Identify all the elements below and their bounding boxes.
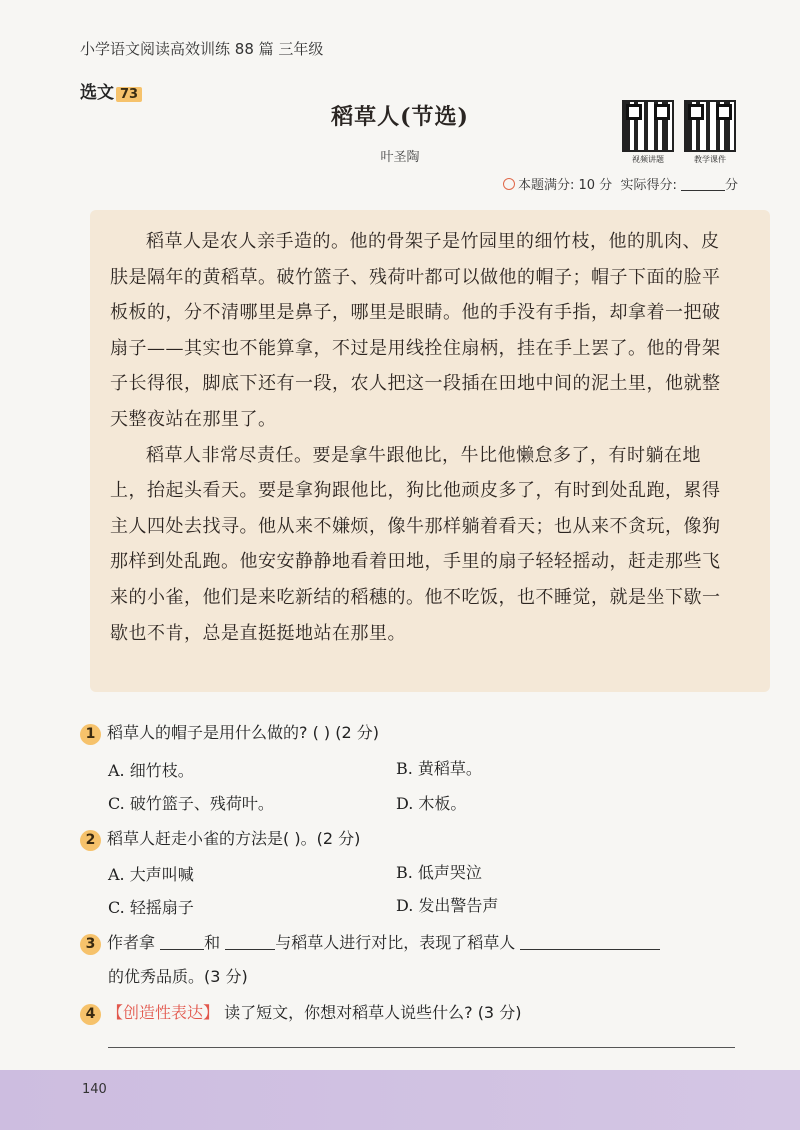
passage-paragraph: 稻草人是农人亲手造的。他的骨架子是竹园里的细竹枝，他的肌肉、皮肤是隔年的黄稻草。破竹篮子、残荷叶都可以做他的帽子；帽子下面的脸平板板的，分不清哪里是鼻子，哪里是眼睛。他的手没有手指，却拿着一把破扇子——其实也不能算拿，不过是用线拴住扇柄，挂在手上罢了。他的骨架子长得很，脚底下还有一段，农人把这一段插在田地中间的泥土里，他就整天整夜站在那里了。 — [110, 231, 721, 430]
question-number: 1 — [80, 724, 101, 745]
question-text: 读了短文，你想对稻草人说些什么? (3 分) — [224, 1003, 522, 1022]
full-score: 本题满分: 10 分 — [518, 178, 613, 193]
question-number: 3 — [80, 934, 101, 955]
passage-paragraph: 稻草人非常尽责任。要是拿牛跟他比，牛比他懒怠多了，有时躺在地上，抬起头看天。要是拿狗跟他比，狗比他顽皮多了，有时到处乱跑，累得主人四处去找寻。他从来不嫌烦，像牛那样躺着看天；也从来不贪玩，像狗那样到处乱跑。他安安静静地看着田地，手里的扇子轻轻摇动，赶走那些飞来的小雀，他们是来吃新结的稻穗的。他不吃饭，也不睡觉，就是坐下歇一歇也不肯，总是直挺挺地站在那里。 — [110, 444, 721, 644]
question-text: 稻草人赶走小雀的方法是( )。(2 分) — [107, 829, 361, 848]
question-text-part: 和 — [204, 933, 221, 952]
answer-blank[interactable] — [520, 935, 660, 950]
passage-tag-number: 73 — [116, 87, 142, 102]
clock-icon — [503, 178, 515, 190]
passage-tag-label: 选文 — [80, 83, 114, 103]
question-text: 稻草人的帽子是用什么做的? ( ) (2 分) — [107, 723, 379, 742]
option-d[interactable]: D. 发出警告声 — [396, 896, 499, 915]
qr-video[interactable] — [622, 100, 674, 165]
article-author: 叶圣陶 — [380, 150, 420, 165]
qr-code-icon — [684, 100, 736, 152]
footer-band — [0, 1070, 800, 1130]
actual-score-label: 实际得分: — [620, 178, 677, 193]
question-text-part: 与稻草人进行对比，表现了稻草人 — [275, 933, 516, 952]
article-title: 稻草人(节选) — [331, 104, 469, 130]
option-b[interactable]: B. 黄稻草。 — [396, 759, 482, 778]
qr-courseware[interactable] — [684, 100, 736, 165]
question-1 — [80, 720, 379, 745]
question-4 — [80, 1000, 521, 1025]
option-a[interactable]: A. 细竹枝。 — [108, 761, 194, 780]
qr-caption: 教学课件 — [694, 155, 726, 164]
question-3-line2: 的优秀品质。(3 分) — [108, 967, 248, 986]
option-c[interactable]: C. 破竹篮子、残荷叶。 — [108, 794, 274, 813]
actual-score-blank[interactable] — [681, 178, 725, 191]
qr-caption: 视频讲题 — [632, 155, 664, 164]
page-number: 140 — [82, 1082, 107, 1097]
question-3 — [80, 930, 660, 955]
score-unit: 分 — [724, 178, 738, 193]
passage-box — [90, 210, 770, 692]
qr-code-icon — [622, 100, 674, 152]
option-c[interactable]: C. 轻摇扇子 — [108, 898, 194, 917]
creative-tag: 【创造性表达】 — [107, 1003, 220, 1022]
answer-blank[interactable] — [225, 935, 275, 950]
question-text-part: 作者拿 — [107, 933, 156, 952]
book-title: 小学语文阅读高效训练 88 篇 三年级 — [80, 40, 324, 58]
answer-blank[interactable] — [160, 935, 204, 950]
option-b[interactable]: B. 低声哭泣 — [396, 863, 482, 882]
score-line — [503, 174, 738, 193]
answer-line[interactable] — [108, 1047, 735, 1048]
question-2 — [80, 826, 360, 851]
question-number: 4 — [80, 1004, 101, 1025]
option-d[interactable]: D. 木板。 — [396, 794, 467, 813]
option-a[interactable]: A. 大声叫喊 — [108, 865, 194, 884]
question-number: 2 — [80, 830, 101, 851]
